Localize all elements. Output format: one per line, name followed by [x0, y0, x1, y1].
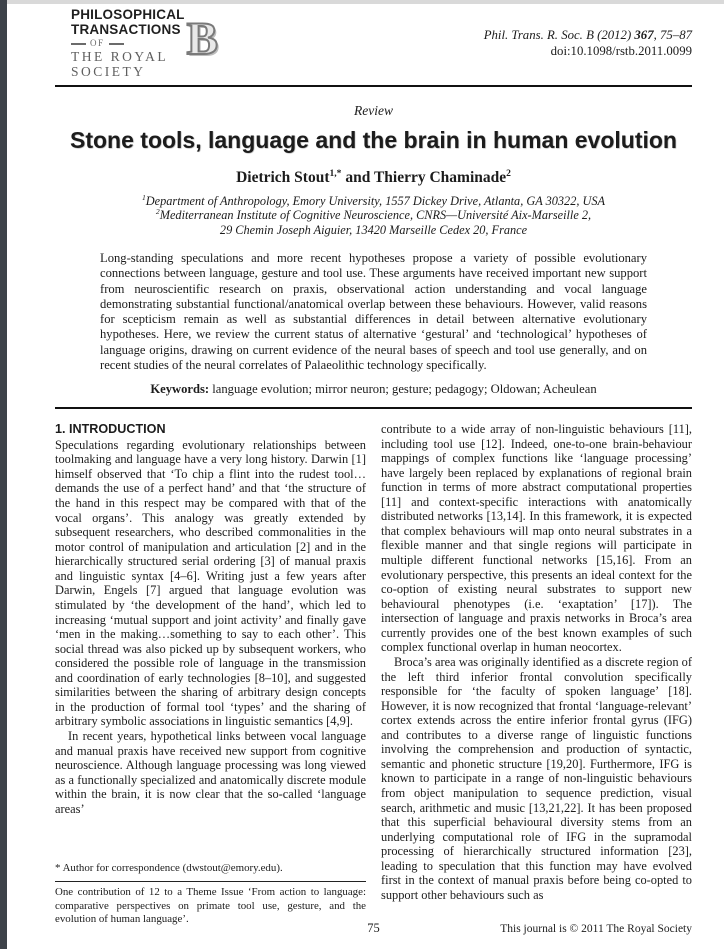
footnotes: [55, 862, 366, 927]
affiliation-3-text: 29 Chemin Joseph Aiguier, 13420 Marseille Cedex 20, France: [219, 222, 528, 237]
viewer-left-edge: [0, 0, 7, 949]
left-column: [55, 422, 366, 927]
copyright-notice: This journal is © 2011 The Royal Society: [500, 923, 692, 935]
body-columns: [55, 422, 692, 927]
page-number: 75: [367, 921, 380, 935]
author-2-name: Thierry Chaminade: [373, 168, 507, 186]
page-header: [55, 8, 692, 87]
keywords-line: [55, 382, 692, 397]
affiliation-line-1: [55, 194, 692, 209]
affiliation-1-superscript: 1: [141, 192, 146, 202]
affiliation-2-superscript: 2: [155, 207, 160, 217]
right-column: [381, 422, 692, 927]
logo-line-philosophical: PHILOSOPHICAL: [71, 7, 185, 22]
article-title: Stone tools, language and the brain in human evolution: [70, 127, 677, 154]
abstract: Long-standing speculations and more recent hypotheses propose a variety of possible evolutionary connections between language, gesture and tool use. These arguments have received important new support from neuroscientific research on praxis, observational action understanding and vocal language demonstrating substantial functional/anatomical overlap between these behaviours. However, valid reasons for scepticism remain as well as substantial differences in detail between alternative evolutionary hypotheses. Here, we review the current status of alternative ‘gestural’ and ‘technological’ hypotheses of language origins, drawing on current evidence of the neural bases of speech and tool use generally, and on recent studies of the neural correlates of Palaeolithic technology specifically.: [100, 251, 647, 372]
royal-society-logo: [71, 8, 218, 79]
logo-wordmark: [71, 8, 185, 79]
section-heading-introduction: 1. INTRODUCTION: [55, 421, 166, 436]
affiliation-line-3: [55, 223, 692, 238]
citation-block: [484, 8, 692, 60]
logo-line-the-royal: THE ROYAL: [71, 49, 169, 65]
journal-citation: [484, 28, 692, 44]
affiliations: [55, 194, 692, 238]
affiliation-line-2: [55, 208, 692, 223]
footnote-divider: [55, 881, 366, 882]
authors-joiner: and: [341, 168, 374, 186]
affiliation-1-text: Department of Anthropology, Emory University, 1557 Dickey Drive, Atlanta, GA 30322, USA: [145, 193, 606, 208]
review-label: Review: [354, 103, 393, 119]
affiliation-2-text: Mediterranean Institute of Cognitive Neuroscience, CNRS—Université Aix-Marseille 2,: [159, 208, 592, 223]
logo-line-society: SOCIETY: [71, 64, 146, 80]
logo-of-row: [71, 39, 185, 48]
keywords-list: language evolution; mirror neuron; gesture; pedagogy; Oldowan; Acheulean: [212, 381, 597, 396]
author-2-superscript: 2: [506, 167, 511, 179]
series-b-letter-icon: B: [186, 13, 218, 65]
doi: doi:10.1098/rstb.2011.0099: [550, 43, 692, 58]
page-content: [55, 8, 692, 927]
body-paragraph: In recent years, hypothetical links between vocal language and manual praxis have received new support from cognitive neuroscience. Although language processing was long viewed as a functionally specialized and anatomically discrete module within the brain, it is now clear that the so-called ‘language areas’: [55, 729, 366, 816]
theme-issue-footnote: One contribution of 12 to a Theme Issue ‘From action to language: comparative perspectives on primate tool use, gesture, and the evolution of human language’.: [55, 886, 366, 926]
author-1-name: Dietrich Stout: [236, 168, 330, 186]
correspondence-footnote: * Author for correspondence (dwstout@emory.edu).: [55, 862, 283, 875]
logo-line-transactions: TRANSACTIONS: [71, 21, 181, 37]
logo-dash-left: [71, 43, 86, 45]
viewer-top-edge: [0, 0, 724, 4]
keywords-label: Keywords:: [150, 381, 210, 396]
abstract-divider: [55, 407, 692, 409]
logo-dash-right: [109, 43, 124, 45]
body-paragraph: contribute to a wide array of non-linguistic behaviours [11], including tool use [12]. Indeed, one-to-one brain-behaviour mappings of complex functions like ‘language processing’ have largely been replaced by explanations of regional brain function in terms of more abstract computational properties [11] and context-specific interactions with anatomically distributed networks [13,14]. In this framework, it is expected that complex behaviours will map onto neural substrates in a flexible manner and that single regions will participate in multiple different functional networks [15,16]. From an evolutionary perspective, this presents an ideal context for the co-option of existing neural substrates to support new behavioural phenotypes (i.e. ‘exaptation’ [17]). The intersection of language and praxis networks in Broca’s area currently provides one of the best known examples of such complex functional overlap in human neocortex.: [381, 421, 692, 655]
author-line: [55, 169, 692, 187]
logo-of-label: OF: [90, 38, 105, 49]
body-paragraph: Broca’s area was originally identified as a discrete region of the left third inferior frontal convolution specifically responsible for ‘the faculty of spoken language’ [18]. However, it is now recognized that frontal ‘language-relevant’ cortex extends across the entire inferior frontal gyrus (IFG) and contributes to a diverse range of linguistic functions involving the comprehension and production of syntactic, semantic and phonetic structure [19,20]. Furthermore, IFG is known to participate in a range of non-linguistic behaviours from object manipulation to sequence prediction, visual search, arithmetic and music [13,21,22]. It has been proposed that this superficial behavioural diversity stems from an underlying computational role of IFG in the supramodal processing of hierarchically structured information [23], leading to speculation that this function may have evolved first in the context of manual praxis before being co-opted to support other behaviours such as: [381, 654, 692, 902]
citation-volume: 367: [634, 28, 654, 42]
author-1-superscript: 1,*: [329, 167, 342, 179]
citation-journal: Phil. Trans. R. Soc. B (2012): [483, 28, 635, 42]
body-paragraph: Speculations regarding evolutionary relationships between toolmaking and language have a very long history. Darwin [1] himself observed that ‘To chip a flint into the rudest tool…demands the use of a perfect hand’ and that ‘the structure of the hand in this respect may be compared with that of the vocal organs’. This analogy was greatly extended by subsequent researchers, who described commonalities in the motor control of manipulation and articulation [2] and in the hierarchically structured serial ordering [3] of manual praxis and linguistic syntax [4–6]. Writing just a few years after Darwin, Engels [7] argued that language evolution was stimulated by ‘the development of the hand’, which led to increasing ‘mutual support and joint activity’ and finally gave ‘men in the making…something to say to each other’. This social thread was also picked up by subsequent workers, who considered the possible role of language in the transmission and coordination of early technologies [8–10], and suggested similarities between the sharing of arbitrary design concepts in the production of formal tool ‘types’ and the sharing of arbitrary symbolic associations in linguistic semantics [4,9].: [55, 437, 366, 729]
citation-pages: , 75–87: [653, 28, 692, 42]
